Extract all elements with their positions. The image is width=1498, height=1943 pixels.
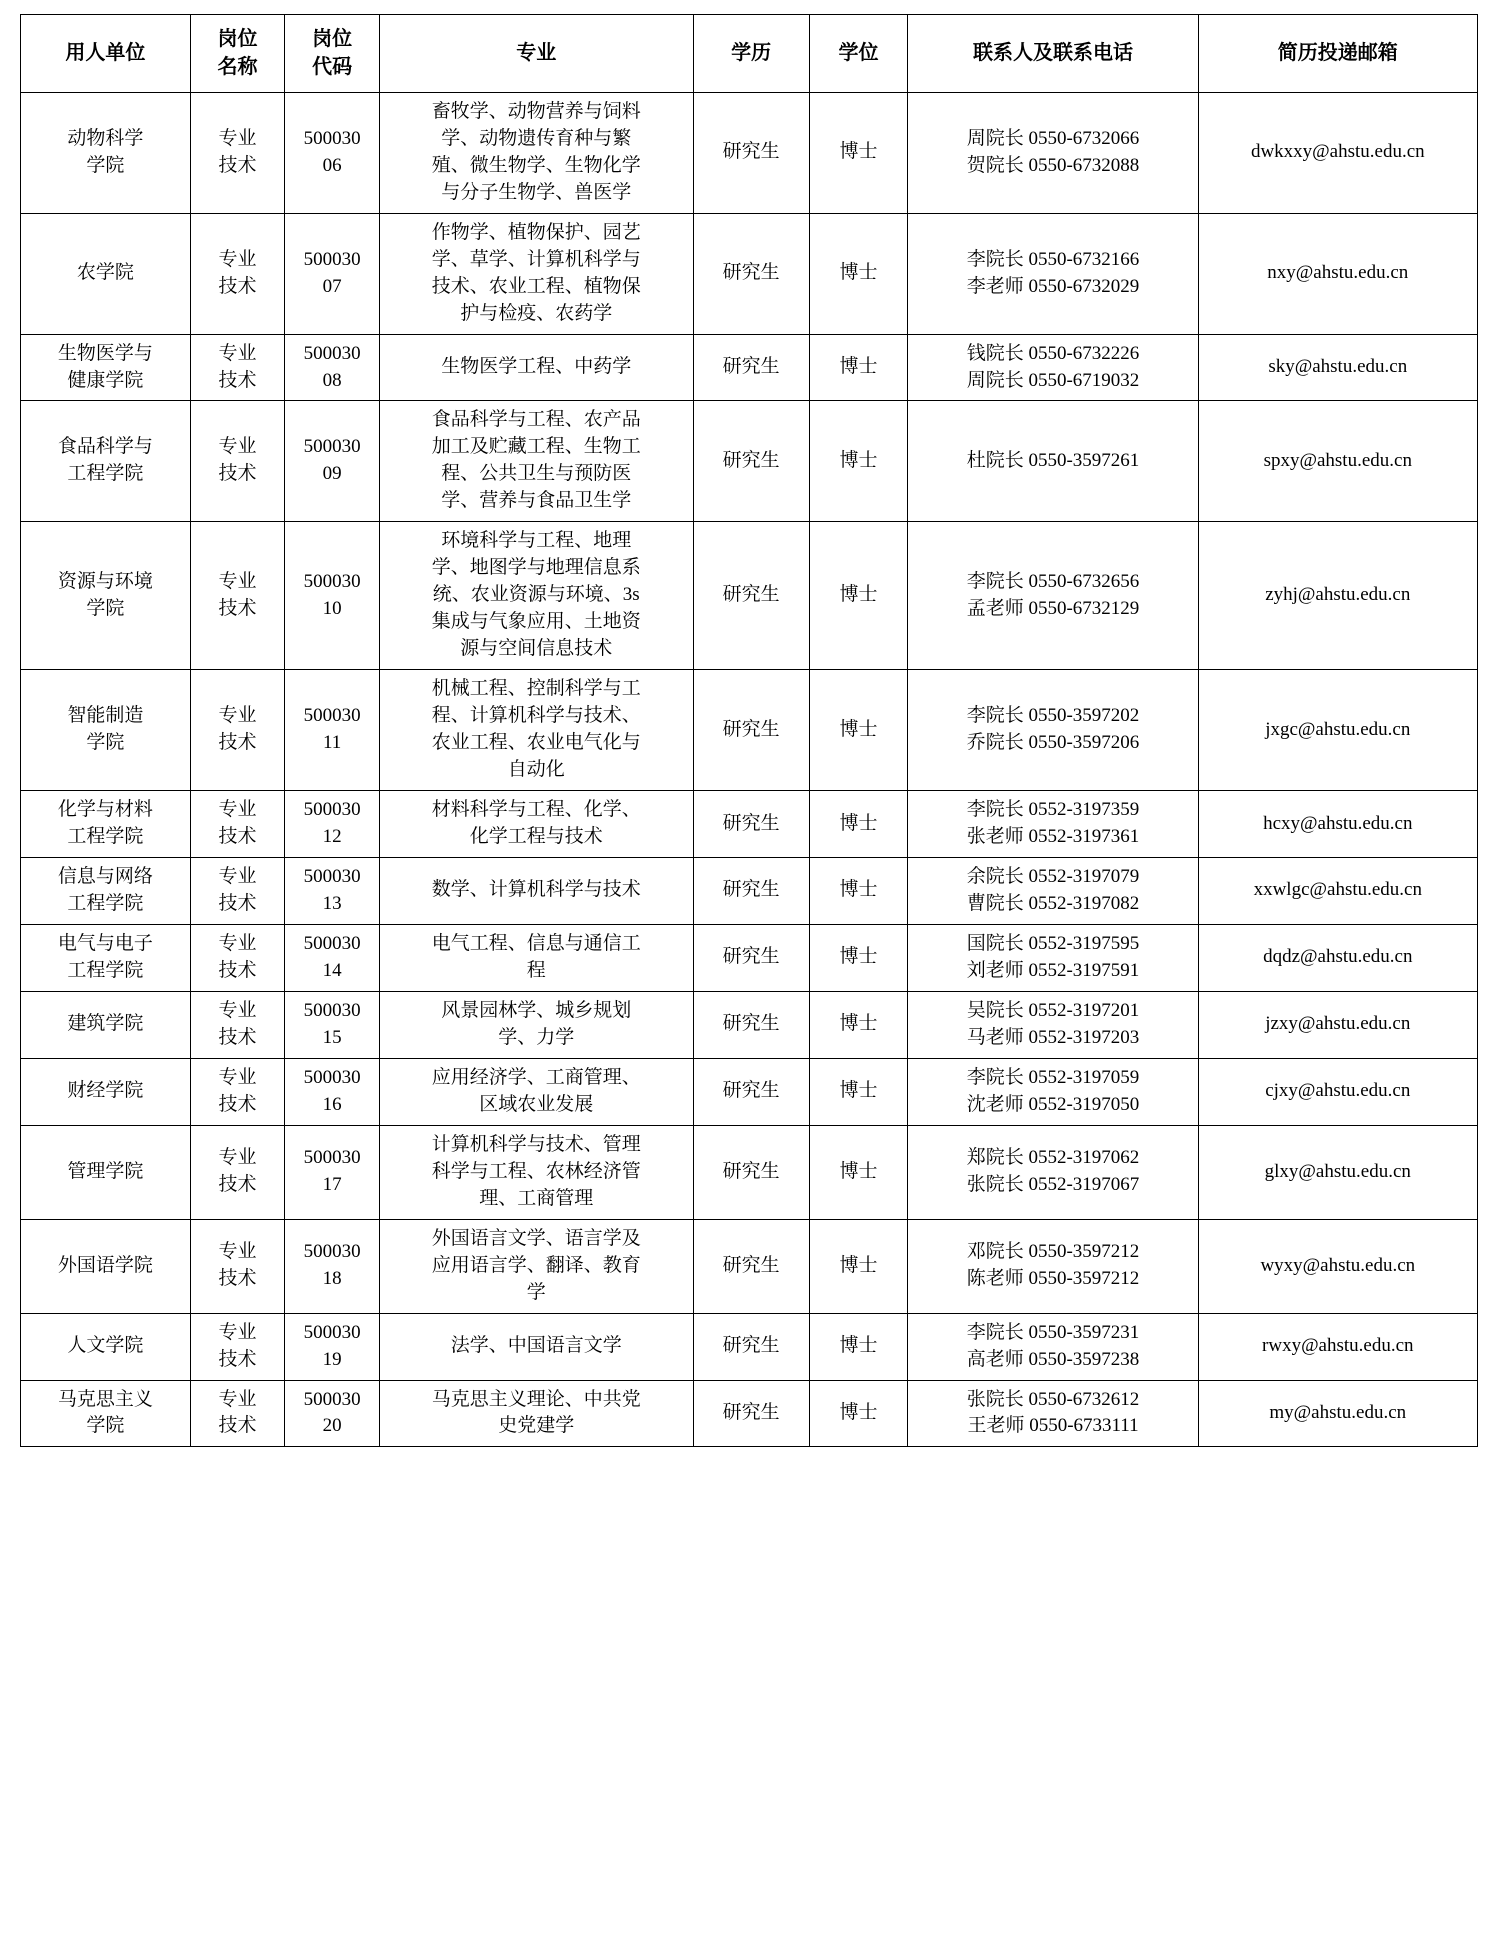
column-header-major: 专业: [379, 15, 693, 93]
table-row: [21, 1058, 1478, 1125]
cell-post-name: 专业 技术: [190, 334, 285, 401]
cell-post-code: 500030 09: [285, 401, 380, 522]
table-header: [21, 15, 1478, 93]
cell-contact: 李院长 0550-6732656 孟老师 0550-6732129: [908, 522, 1198, 670]
cell-education: 研究生: [693, 1219, 809, 1313]
cell-unit: 电气与电子 工程学院: [21, 924, 191, 991]
column-header-unit: 用人单位: [21, 15, 191, 93]
cell-email: jzxy@ahstu.edu.cn: [1198, 991, 1477, 1058]
cell-post-code: 500030 10: [285, 522, 380, 670]
cell-post-code: 500030 07: [285, 213, 380, 334]
cell-degree: 博士: [809, 1380, 908, 1447]
cell-education: 研究生: [693, 858, 809, 925]
cell-education: 研究生: [693, 991, 809, 1058]
cell-post-name: 专业 技术: [190, 213, 285, 334]
cell-post-code: 500030 19: [285, 1313, 380, 1380]
cell-unit: 马克思主义 学院: [21, 1380, 191, 1447]
cell-degree: 博士: [809, 1313, 908, 1380]
cell-post-name: 专业 技术: [190, 1380, 285, 1447]
table-row: [21, 991, 1478, 1058]
cell-post-name: 专业 技术: [190, 92, 285, 213]
cell-degree: 博士: [809, 213, 908, 334]
table-row: [21, 213, 1478, 334]
table-row: [21, 401, 1478, 522]
cell-post-code: 500030 06: [285, 92, 380, 213]
cell-major: 计算机科学与技术、管理 科学与工程、农林经济管 理、工商管理: [379, 1125, 693, 1219]
cell-major: 材料科学与工程、化学、 化学工程与技术: [379, 791, 693, 858]
cell-post-name: 专业 技术: [190, 858, 285, 925]
cell-degree: 博士: [809, 991, 908, 1058]
cell-post-code: 500030 12: [285, 791, 380, 858]
cell-major: 马克思主义理论、中共党 史党建学: [379, 1380, 693, 1447]
table-row: [21, 1380, 1478, 1447]
cell-contact: 李院长 0550-6732166 李老师 0550-6732029: [908, 213, 1198, 334]
cell-email: dqdz@ahstu.edu.cn: [1198, 924, 1477, 991]
cell-major: 电气工程、信息与通信工 程: [379, 924, 693, 991]
cell-post-name: 专业 技术: [190, 670, 285, 791]
cell-degree: 博士: [809, 522, 908, 670]
cell-post-name: 专业 技术: [190, 924, 285, 991]
table-row: [21, 1219, 1478, 1313]
cell-post-code: 500030 16: [285, 1058, 380, 1125]
cell-contact: 张院长 0550-6732612 王老师 0550-6733111: [908, 1380, 1198, 1447]
column-header-email: 简历投递邮箱: [1198, 15, 1477, 93]
cell-major: 风景园林学、城乡规划 学、力学: [379, 991, 693, 1058]
cell-major: 法学、中国语言文学: [379, 1313, 693, 1380]
cell-unit: 生物医学与 健康学院: [21, 334, 191, 401]
cell-education: 研究生: [693, 1058, 809, 1125]
cell-post-code: 500030 20: [285, 1380, 380, 1447]
cell-education: 研究生: [693, 522, 809, 670]
cell-major: 机械工程、控制科学与工 程、计算机科学与技术、 农业工程、农业电气化与 自动化: [379, 670, 693, 791]
cell-contact: 郑院长 0552-3197062 张院长 0552-3197067: [908, 1125, 1198, 1219]
cell-major: 食品科学与工程、农产品 加工及贮藏工程、生物工 程、公共卫生与预防医 学、营养与食品卫生学: [379, 401, 693, 522]
cell-email: rwxy@ahstu.edu.cn: [1198, 1313, 1477, 1380]
cell-post-name: 专业 技术: [190, 991, 285, 1058]
cell-major: 生物医学工程、中药学: [379, 334, 693, 401]
cell-post-code: 500030 17: [285, 1125, 380, 1219]
cell-degree: 博士: [809, 401, 908, 522]
cell-major: 环境科学与工程、地理 学、地图学与地理信息系 统、农业资源与环境、3s 集成与气象应用、土地资 源与空间信息技术: [379, 522, 693, 670]
cell-email: my@ahstu.edu.cn: [1198, 1380, 1477, 1447]
cell-email: nxy@ahstu.edu.cn: [1198, 213, 1477, 334]
table-row: [21, 670, 1478, 791]
cell-email: hcxy@ahstu.edu.cn: [1198, 791, 1477, 858]
cell-degree: 博士: [809, 1125, 908, 1219]
cell-contact: 吴院长 0552-3197201 马老师 0552-3197203: [908, 991, 1198, 1058]
cell-post-code: 500030 18: [285, 1219, 380, 1313]
cell-education: 研究生: [693, 401, 809, 522]
cell-post-name: 专业 技术: [190, 791, 285, 858]
cell-post-name: 专业 技术: [190, 401, 285, 522]
cell-email: wyxy@ahstu.edu.cn: [1198, 1219, 1477, 1313]
table-body: [21, 92, 1478, 1447]
cell-contact: 周院长 0550-6732066 贺院长 0550-6732088: [908, 92, 1198, 213]
cell-education: 研究生: [693, 924, 809, 991]
cell-email: xxwlgc@ahstu.edu.cn: [1198, 858, 1477, 925]
table-row: [21, 1313, 1478, 1380]
cell-unit: 财经学院: [21, 1058, 191, 1125]
cell-major: 畜牧学、动物营养与饲料 学、动物遗传育种与繁 殖、微生物学、生物化学 与分子生物学、兽医学: [379, 92, 693, 213]
cell-education: 研究生: [693, 1125, 809, 1219]
cell-education: 研究生: [693, 213, 809, 334]
cell-major: 数学、计算机科学与技术: [379, 858, 693, 925]
cell-email: zyhj@ahstu.edu.cn: [1198, 522, 1477, 670]
cell-degree: 博士: [809, 1058, 908, 1125]
cell-education: 研究生: [693, 1380, 809, 1447]
cell-unit: 智能制造 学院: [21, 670, 191, 791]
column-header-contact: 联系人及联系电话: [908, 15, 1198, 93]
cell-unit: 人文学院: [21, 1313, 191, 1380]
cell-education: 研究生: [693, 670, 809, 791]
cell-post-code: 500030 08: [285, 334, 380, 401]
cell-degree: 博士: [809, 670, 908, 791]
table-row: [21, 92, 1478, 213]
cell-unit: 管理学院: [21, 1125, 191, 1219]
column-header-post-name: 岗位 名称: [190, 15, 285, 93]
cell-contact: 钱院长 0550-6732226 周院长 0550-6719032: [908, 334, 1198, 401]
cell-post-name: 专业 技术: [190, 1313, 285, 1380]
cell-contact: 李院长 0552-3197059 沈老师 0552-3197050: [908, 1058, 1198, 1125]
cell-email: cjxy@ahstu.edu.cn: [1198, 1058, 1477, 1125]
cell-contact: 李院长 0552-3197359 张老师 0552-3197361: [908, 791, 1198, 858]
table-row: [21, 791, 1478, 858]
cell-degree: 博士: [809, 924, 908, 991]
cell-unit: 食品科学与 工程学院: [21, 401, 191, 522]
table-row: [21, 858, 1478, 925]
cell-major: 作物学、植物保护、园艺 学、草学、计算机科学与 技术、农业工程、植物保 护与检疫、农药学: [379, 213, 693, 334]
cell-unit: 信息与网络 工程学院: [21, 858, 191, 925]
cell-post-code: 500030 14: [285, 924, 380, 991]
cell-degree: 博士: [809, 1219, 908, 1313]
cell-unit: 资源与环境 学院: [21, 522, 191, 670]
cell-contact: 邓院长 0550-3597212 陈老师 0550-3597212: [908, 1219, 1198, 1313]
cell-email: dwkxxy@ahstu.edu.cn: [1198, 92, 1477, 213]
cell-post-code: 500030 11: [285, 670, 380, 791]
cell-post-name: 专业 技术: [190, 1058, 285, 1125]
cell-post-code: 500030 13: [285, 858, 380, 925]
cell-unit: 化学与材料 工程学院: [21, 791, 191, 858]
cell-email: spxy@ahstu.edu.cn: [1198, 401, 1477, 522]
cell-unit: 建筑学院: [21, 991, 191, 1058]
cell-email: sky@ahstu.edu.cn: [1198, 334, 1477, 401]
cell-contact: 余院长 0552-3197079 曹院长 0552-3197082: [908, 858, 1198, 925]
table-row: [21, 334, 1478, 401]
cell-education: 研究生: [693, 1313, 809, 1380]
column-header-post-code: 岗位 代码: [285, 15, 380, 93]
table-row: [21, 1125, 1478, 1219]
cell-unit: 农学院: [21, 213, 191, 334]
column-header-degree: 学位: [809, 15, 908, 93]
recruitment-table: [20, 14, 1478, 1447]
cell-contact: 李院长 0550-3597202 乔院长 0550-3597206: [908, 670, 1198, 791]
cell-degree: 博士: [809, 92, 908, 213]
cell-post-name: 专业 技术: [190, 1125, 285, 1219]
cell-contact: 李院长 0550-3597231 高老师 0550-3597238: [908, 1313, 1198, 1380]
cell-post-name: 专业 技术: [190, 522, 285, 670]
table-row: [21, 924, 1478, 991]
cell-unit: 外国语学院: [21, 1219, 191, 1313]
table-row: [21, 522, 1478, 670]
cell-post-name: 专业 技术: [190, 1219, 285, 1313]
cell-unit: 动物科学 学院: [21, 92, 191, 213]
cell-contact: 杜院长 0550-3597261: [908, 401, 1198, 522]
cell-major: 应用经济学、工商管理、 区域农业发展: [379, 1058, 693, 1125]
cell-education: 研究生: [693, 791, 809, 858]
cell-major: 外国语言文学、语言学及 应用语言学、翻译、教育 学: [379, 1219, 693, 1313]
cell-email: jxgc@ahstu.edu.cn: [1198, 670, 1477, 791]
cell-degree: 博士: [809, 334, 908, 401]
cell-education: 研究生: [693, 92, 809, 213]
cell-degree: 博士: [809, 858, 908, 925]
column-header-education: 学历: [693, 15, 809, 93]
cell-email: glxy@ahstu.edu.cn: [1198, 1125, 1477, 1219]
table-header-row: [21, 15, 1478, 93]
cell-contact: 国院长 0552-3197595 刘老师 0552-3197591: [908, 924, 1198, 991]
cell-education: 研究生: [693, 334, 809, 401]
cell-post-code: 500030 15: [285, 991, 380, 1058]
cell-degree: 博士: [809, 791, 908, 858]
